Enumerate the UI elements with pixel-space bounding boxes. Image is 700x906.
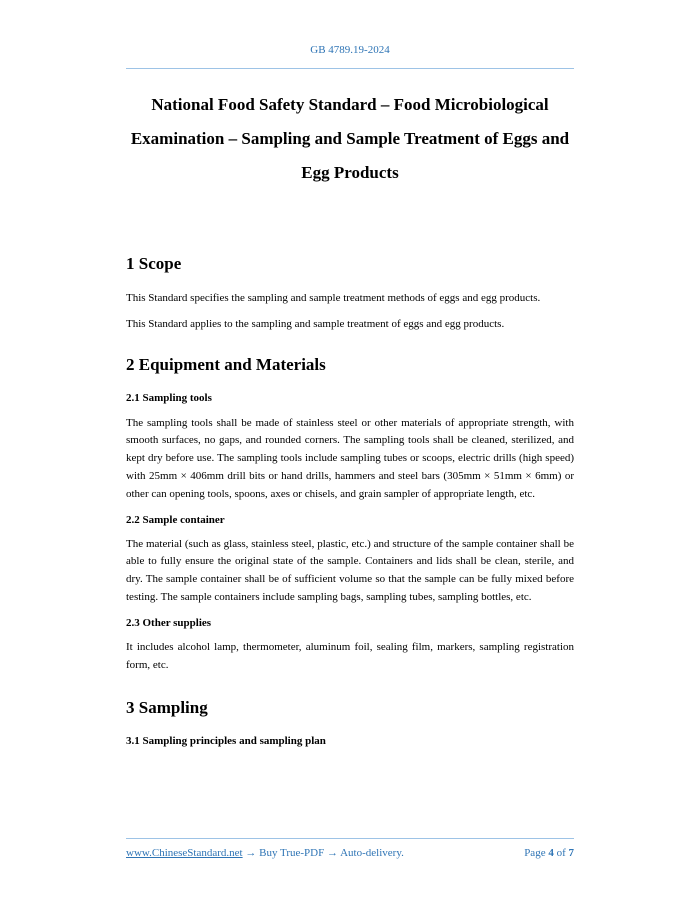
page-of-label: of xyxy=(553,847,569,859)
scope-paragraph-1: This Standard specifies the sampling and sample treatment methods of eggs and egg products. xyxy=(126,292,541,304)
section-heading-scope: 1 Scope xyxy=(126,254,182,273)
total-page-count: 7 xyxy=(568,847,574,859)
scope-paragraph-2: This Standard applies to the sampling and sample treatment of eggs and egg products. xyxy=(126,317,505,330)
sampling-tools-paragraph: The sampling tools shall be made of stainless steel or other materials of appropriate strength, with smooth surfaces, no gaps, and rounded corners. The sampling tools shall be cleaned, sterilized, and kept dry before use. The sampling tools include sampling tubes or scoops, electric drills (high speed) with 25mm × 406mm drill bits or hand drills, hammers and steel bars (305mm × 51mm × 6mm) or other can opening tools, spoons, axes or chisels, and grain sampler of appropriate length, etc. xyxy=(126,416,574,500)
page-label: Page xyxy=(524,847,549,859)
footer-promo-text: → Buy True-PDF → Auto-delivery. xyxy=(242,847,404,859)
section-heading-sampling: 3 Sampling xyxy=(126,698,208,718)
title-line-1: National Food Safety Standard – Food Microbiological xyxy=(151,95,549,114)
document-title xyxy=(120,88,580,190)
document-body xyxy=(126,254,574,747)
other-supplies-paragraph: It includes alcohol lamp, thermometer, aluminum foil, sealing film, markers, sampling registration form, etc. xyxy=(126,640,574,671)
current-page-number: 4 xyxy=(548,847,554,859)
footer-divider xyxy=(126,838,574,839)
subsection-heading-sampling-tools: 2.1 Sampling tools xyxy=(126,391,212,404)
subsection-heading-other-supplies: 2.3 Other supplies xyxy=(126,616,212,629)
footer-promo xyxy=(126,847,404,859)
website-link[interactable]: www.ChineseStandard.net xyxy=(126,847,243,859)
header-divider xyxy=(126,68,574,69)
title-line-2: Examination – Sampling and Sample Treatment of Eggs and xyxy=(130,129,570,148)
sample-container-paragraph: The material (such as glass, stainless steel, plastic, etc.) and structure of the sample container shall be able to fully ensure the original state of the sample. Containers and lids shall be clean, sterile, and dry. The sample container shall be of sufficient volume so that the sample can be fully mixed before testing. The sample containers include sampling bags, sampling tubes, sampling bottles, etc. xyxy=(126,537,574,603)
document-code-header: GB 4789.19-2024 xyxy=(310,44,390,56)
title-line-3: Egg Products xyxy=(301,163,399,182)
page-number xyxy=(524,847,574,859)
subsection-heading-sampling-principles: 3.1 Sampling principles and sampling plan xyxy=(126,735,326,748)
subsection-heading-sample-container: 2.2 Sample container xyxy=(126,513,225,526)
section-heading-equipment: 2 Equipment and Materials xyxy=(126,354,326,374)
